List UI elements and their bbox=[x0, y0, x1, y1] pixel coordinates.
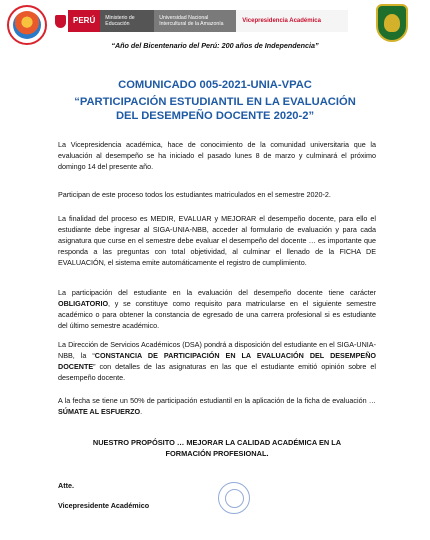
peru-shield-icon bbox=[52, 10, 68, 32]
signer-title: Vicepresidente Académico bbox=[58, 501, 150, 510]
office-label: Vicepresidencia Académica bbox=[236, 10, 348, 32]
closing: Atte. bbox=[58, 481, 74, 490]
peru-label: PERÚ bbox=[68, 10, 100, 32]
communique-title-line1: “PARTICIPACIÓN ESTUDIANTIL EN LA EVALUACIÓN bbox=[74, 96, 356, 108]
paragraph-purpose: La finalidad del proceso es MEDIR, EVALUAR y MEJORAR el desempeño docente, para ello el estudiante debe ingresar al SIGA-UNIA-NBB, acceder al formulario de evaluación y para cada asignatura que curse en el semestre debe evaluar el desempeño del docente … es importante que responda a las preguntas con total objetividad, al culminar el llenado de la FICHA DE EVALUACIÓN, el sistema emite automáticamente el registro de cumplimiento. bbox=[58, 214, 376, 267]
paragraph-participation-rate: A la fecha se tiene un 50% de participación estudiantil en la aplicación de la ficha de evaluación … SÚMATE AL ESFUERZO. bbox=[58, 396, 376, 416]
paragraph-announcement: La Vicepresidencia académica, hace de conocimiento de la comunidad universitaria que la evaluación al desempeño se ha iniciado el pasado lunes 8 de marzo y culminará el próximo domingo 14 del presente año. bbox=[58, 140, 376, 171]
ministry-label: Ministerio de Educación bbox=[100, 10, 154, 32]
university-crest-logo bbox=[376, 4, 408, 42]
call-to-action: SÚMATE AL ESFUERZO bbox=[58, 407, 141, 416]
year-motto: “Año del Bicentenario del Perú: 200 años de Independencia” bbox=[111, 41, 319, 50]
obligatory-emphasis: OBLIGATORIO bbox=[58, 299, 109, 308]
communique-title-line2: DEL DESEMPEÑO DOCENTE 2020-2” bbox=[115, 110, 315, 122]
paragraph-certificate: La Dirección de Servicios Académicos (DSA) pondrá a disposición del estudiante en el SIGA-UNIA-NBB, la “CONSTANCIA DE PARTICIPACIÓN EN LA EVALUACIÓN DEL DESEMPEÑO DOCENTE” con detalles de las asignaturas en las que el estudiante emitió opinión sobre el desempeño docente. bbox=[58, 340, 376, 382]
purpose-statement: NUESTRO PROPÓSITO … MEJORAR LA CALIDAD ACADÉMICA EN LA FORMACIÓN PROFESIONAL. bbox=[92, 438, 342, 458]
official-seal-stamp bbox=[218, 482, 250, 514]
certificate-emphasis: CONSTANCIA DE PARTICIPACIÓN EN LA EVALUACIÓN DEL DESEMPEÑO DOCENTE bbox=[58, 351, 376, 371]
communique-number: COMUNICADO 005-2021-UNIA-VPAC bbox=[118, 79, 312, 91]
government-banner bbox=[52, 10, 348, 32]
paragraph-participants: Participan de este proceso todos los estudiantes matriculados en el semestre 2020-2. bbox=[58, 190, 331, 199]
campaign-logo bbox=[7, 5, 47, 45]
university-label: Universidad Nacional Intercultural de la Amazonía bbox=[154, 10, 236, 32]
paragraph-obligatory: La participación del estudiante en la evaluación del desempeño docente tiene carácter OBLIGATORIO, y se constituye como requisito para matricularse en el siguiente semestre académico o para obtener la constancia de egresado de una carrera profesional si es estudiante del último semestre académico. bbox=[58, 288, 376, 330]
